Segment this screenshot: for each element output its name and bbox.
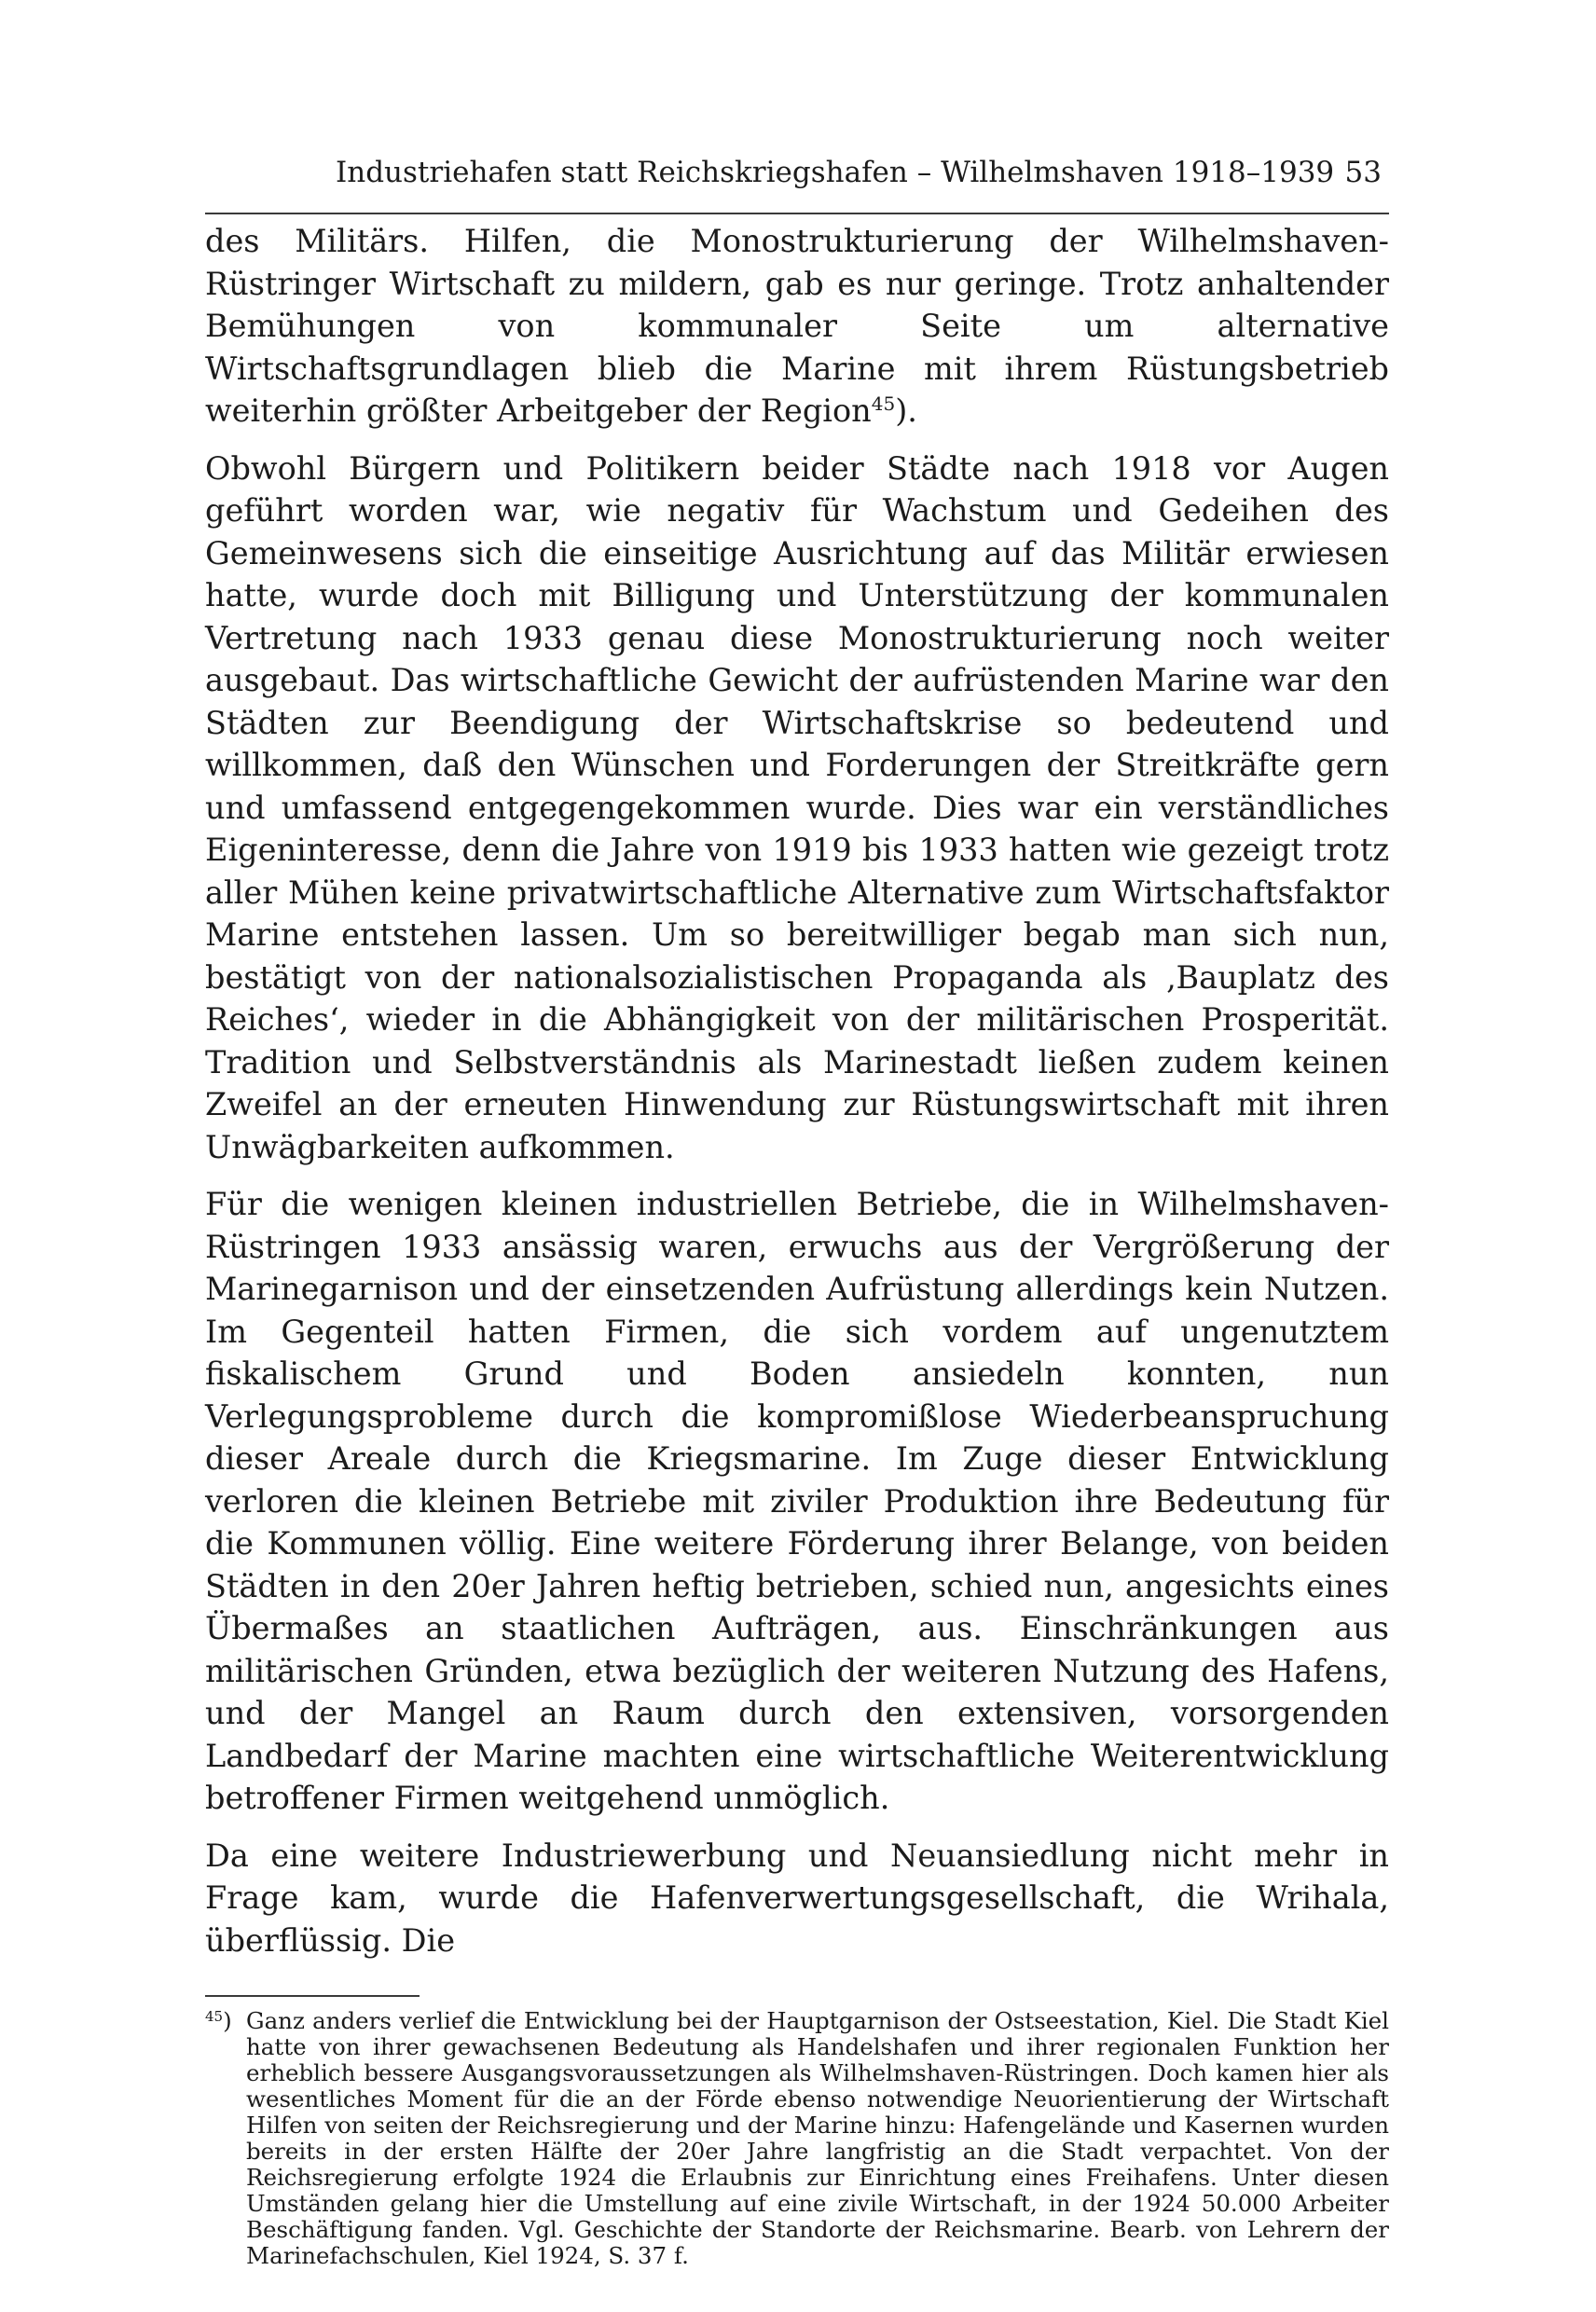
paragraph-1-text: des Militärs. Hilfen, die Monostrukturierung der Wilhelmshaven-Rüstringer Wirtschaft zu mildern, gab es nur geringe. Trotz anhaltender Bemühungen von kommunaler Seite um alternative Wirtschaftsgrundlagen blieb die Marine mit ihrem Rüstungsbetrieb weiterhin größter Arbeitgeber der Region xyxy=(205,223,1389,429)
paragraph-2: Obwohl Bürgern und Politikern beider Städte nach 1918 vor Augen geführt worden war, wie negativ für Wachstum und Gedeihen des Gemeinwesens sich die einseitige Ausrichtung auf das Militär erwiesen hatte, wurde doch mit Billigung und Unterstützung der kommunalen Vertretung nach 1933 genau diese Monostrukturierung noch weiter ausgebaut. Das wirtschaftliche Gewicht der aufrüstenden Marine war den Städten zur Beendigung der Wirtschaftskrise so bedeutend und willkommen, daß den Wünschen und Forderungen der Streitkräfte gern und umfassend entgegengekommen wurde. Dies war ein verständliches Eigeninteresse, denn die Jahre von 1919 bis 1933 hatten wie gezeigt trotz aller Mühen keine privatwirtschaftliche Alternative zum Wirtschaftsfaktor Marine entstehen lassen. Um so bereitwilliger begab man sich nun, bestätigt von der nationalsozialistischen Propaganda als ‚Bauplatz des Reiches‘, wieder in die Abhängigkeit von der militärischen Prosperität. Tradition und Selbstverständnis als Marinestadt ließen zudem keinen Zweifel an der erneuten Hinwendung zur Rüstungswirtschaft mit ihren Unwägbarkeiten aufkommen. xyxy=(205,449,1389,1165)
footnote-number: 45 xyxy=(205,2008,224,2025)
footnote-marker-paren: ) xyxy=(223,2007,232,2034)
paragraph-1 xyxy=(205,220,1389,433)
header-rule xyxy=(205,213,1389,214)
paragraph-3: Für die wenigen kleinen industriellen Betriebe, die in Wilhelmshaven-Rüstringen 1933 ansässig waren, erwuchs aus der Vergrößerung der Marinegarnison und der einsetzenden Aufrüstung allerdings kein Nutzen. Im Gegenteil hatten Firmen, die sich vordem auf ungenutztem fiskalischem Grund und Boden ansiedeln konnten, nun Verlegungsprobleme durch die kompromißlose Wiederbeanspruchung dieser Areale durch die Kriegsmarine. Im Zuge dieser Entwicklung verloren die kleinen Betriebe mit ziviler Produktion ihre Bedeutung für die Kommunen völlig. Eine weitere Förderung ihrer Belange, von beiden Städten in den 20er Jahren heftig betrieben, schied nun, angesichts eines Übermaßes an staatlichen Aufträgen, aus. Einschränkungen aus militärischen Gründen, etwa bezüglich der weiteren Nutzung des Hafens, und der Mangel an Raum durch den extensiven, vorsorgenden Landbedarf der Marine machten eine wirtschaftliche Weiterentwicklung betroffener Firmen weitgehend unmöglich. xyxy=(205,1186,1389,1816)
running-head xyxy=(205,140,1389,205)
page-number: 53 xyxy=(1344,156,1382,189)
footnote-marker xyxy=(205,2008,246,2269)
footnote xyxy=(205,2008,1389,2269)
footnote-text: Ganz anders verlief die Entwicklung bei der Hauptgarnison der Ostseestation, Kiel. Die Stadt Kiel hatte von ihrer gewachsenen Bedeutung als Handelshafen und ihrer regionalen Funktion her erheblich bessere Ausgangsvoraussetzungen als Wilhelmshaven-Rüstringen. Doch kamen hier als wesentliches Moment für die an der Förde ebenso notwendige Neuorientierung der Wirtschaft Hilfen von seiten der Reichsregierung und der Marine hinzu: Hafengelände und Kasernen wurden bereits in der ersten Hälfte der 20er Jahre langfristig an die Stadt verpachtet. Von der Reichsregierung erfolgte 1924 die Erlaubnis zur Einrichtung eines Freihafens. Unter diesen Umständen gelang hier die Umstellung auf eine zivile Wirtschaft, in der 1924 50.000 Arbeiter Beschäftigung fanden. Vgl. Geschichte der Standorte der Reichsmarine. Bearb. von Lehrern der Marinefachschulen, Kiel 1924, S. 37 f. xyxy=(246,2007,1389,2269)
footnote-reference: 45 xyxy=(871,392,896,415)
paragraph-4: Da eine weitere Industriewerbung und Neuansiedlung nicht mehr in Frage kam, wurde die Hafenverwertungsgesellschaft, die Wrihala, überflüssig. Die xyxy=(205,1837,1389,1959)
footnote-rule xyxy=(205,1995,420,1997)
body-text xyxy=(205,220,1389,1961)
book-page xyxy=(205,140,1389,2269)
running-title: Industriehafen statt Reichskriegshafen – Wilhelmshaven 1918–1939 xyxy=(336,156,1335,189)
paragraph-1-tail: ). xyxy=(895,392,917,429)
